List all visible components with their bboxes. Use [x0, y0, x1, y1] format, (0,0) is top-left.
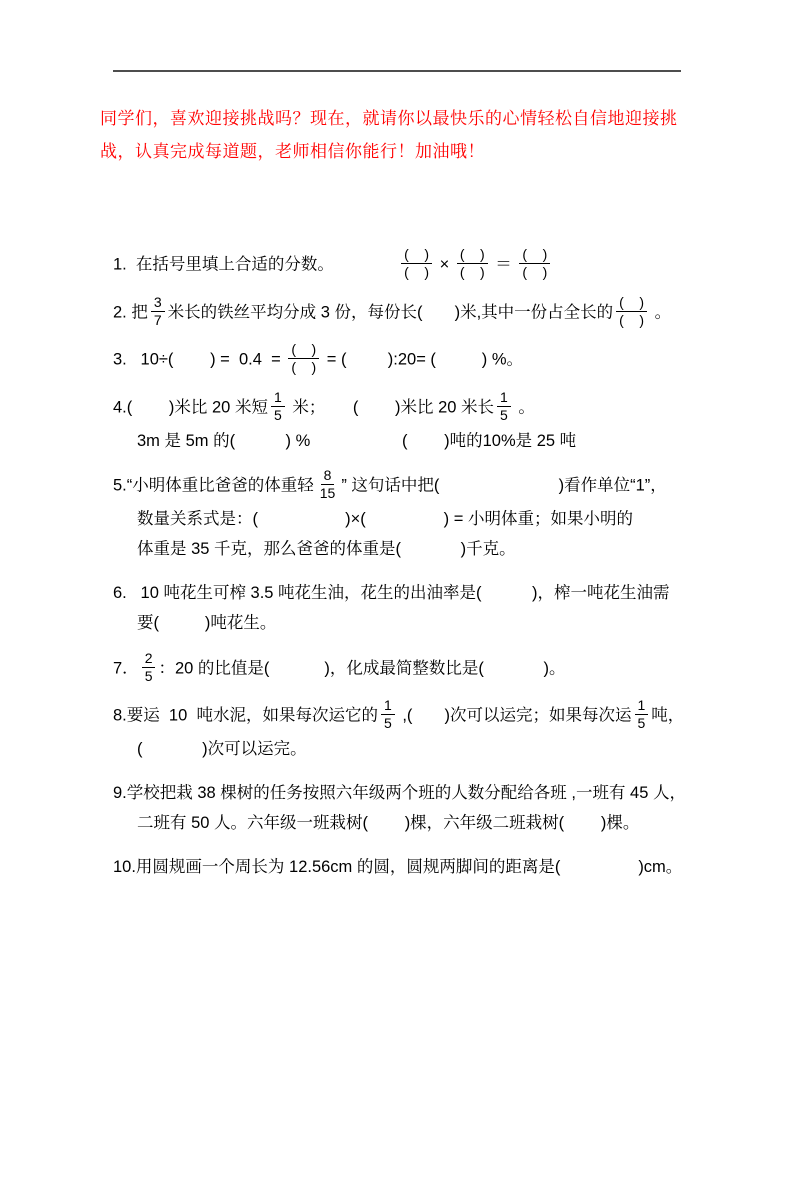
fraction [381, 697, 395, 732]
text-segment: 要( )吨花生。 [137, 614, 277, 633]
question-line [113, 852, 743, 883]
question-line [113, 391, 743, 426]
text-segment: ( )吨的10%是 25 吨 [401, 431, 577, 450]
questions [113, 248, 743, 882]
fraction-numerator: ( ) [519, 246, 550, 264]
fraction [635, 697, 649, 732]
text-segment: 米长的铁丝平均分成 3 份，每份长( )米,其中一份占全长的 [167, 303, 614, 322]
fraction-denominator: 5 [500, 406, 508, 423]
fraction-denominator: 5 [144, 667, 153, 684]
intro-text: 同学们，喜欢迎接挑战吗？现在，就请你以最快乐的心情轻松自信地迎接挑战，认真完成每道题，老师相信你能行！加油哦！ [100, 109, 678, 162]
fraction-denominator: ( ) [522, 264, 548, 281]
question-line [113, 293, 743, 331]
text-segment: 4.( )米比 20 米短 [113, 398, 268, 417]
fraction-numerator: ( ) [288, 341, 319, 359]
fraction-denominator: 5 [637, 715, 646, 732]
fraction-numerator: ( ) [616, 294, 647, 312]
question-5 [113, 469, 743, 565]
fraction [271, 389, 285, 424]
question-1 [113, 248, 743, 283]
text-segment: ( )次可以运完。 [137, 740, 307, 759]
text-segment [310, 432, 402, 450]
fraction [457, 246, 488, 281]
text-segment: 米； ( )米比 20 米长 [287, 398, 495, 417]
question-2 [113, 293, 743, 331]
fraction [151, 294, 165, 329]
text-segment: 体重是 35 千克，那么爸爸的体重是( )千克。 [137, 540, 516, 559]
text-segment: × [435, 255, 454, 274]
text-segment: = ( ):20= ( ) %。 [322, 351, 523, 370]
text-segment: 7． [113, 659, 139, 678]
question-line [113, 778, 743, 809]
fraction-numerator: 3 [151, 294, 165, 312]
text-segment: 6. 10 吨花生可榨 3.5 吨花生油，花生的出油率是( )，榨一吨花生油需 [113, 583, 670, 602]
fraction-denominator: 15 [319, 484, 336, 501]
text-segment [334, 256, 398, 274]
question-line [113, 343, 743, 378]
worksheet-page [0, 70, 793, 1192]
fraction-numerator: 2 [142, 650, 156, 668]
text-segment: 2. 把 [113, 303, 148, 322]
text-segment: 5.“小明体重比爸爸的体重轻 [113, 476, 314, 495]
text-segment: 3m 是 5m 的( ) % [137, 431, 311, 450]
text-segment: 吨， [651, 707, 685, 726]
fraction-numerator: 1 [381, 697, 395, 715]
question-3 [113, 343, 743, 378]
fraction [616, 294, 647, 329]
fraction-numerator: 1 [271, 389, 285, 407]
question-line [113, 578, 743, 609]
question-line [113, 608, 743, 639]
fraction-numerator: ( ) [401, 246, 432, 264]
question-line [113, 734, 743, 765]
text-segment: ,( )次可以运完；如果每次运 [397, 707, 632, 726]
text-segment: 8.要运 10 吨水泥，如果每次运它的 [113, 707, 378, 726]
text-segment: 。 [513, 398, 535, 417]
fraction-denominator: ( ) [291, 359, 317, 376]
question-line [113, 534, 743, 565]
fraction [142, 650, 156, 685]
fraction-numerator: ( ) [457, 246, 488, 264]
fraction-numerator: 8 [321, 467, 335, 485]
fraction-numerator: 1 [497, 389, 511, 407]
question-line [113, 808, 743, 839]
header-divider [113, 70, 681, 72]
fraction [317, 467, 339, 502]
fraction [519, 246, 550, 281]
fraction-denominator: 5 [383, 715, 392, 732]
question-line [113, 426, 743, 457]
question-9 [113, 778, 743, 839]
text-segment: 二班有 50 人。六年级一班栽树( )棵，六年级二班栽树( )棵。 [137, 814, 640, 833]
fraction-numerator: 1 [635, 697, 649, 715]
question-8 [113, 699, 743, 764]
question-6 [113, 578, 743, 639]
text-segment: 3. 10÷( ) = 0.4 = [113, 351, 286, 370]
text-segment: ＝ [490, 255, 517, 274]
text-segment: 9.学校把栽 38 棵树的任务按照六年级两个班的人数分配给各班 ,一班有 45 人， [113, 783, 686, 802]
question-line [113, 469, 743, 504]
question-7 [113, 649, 743, 687]
fraction-denominator: 7 [153, 311, 162, 328]
fraction [497, 389, 511, 424]
fraction-denominator: ( ) [459, 264, 485, 281]
text-segment: 1. 在括号里填上合适的分数。 [113, 255, 334, 274]
text-segment: 数量关系式是：( )×( ) = 小明体重；如果小明的 [137, 509, 633, 528]
question-line [113, 248, 743, 283]
fraction [401, 246, 432, 281]
text-segment: 。 [650, 303, 672, 322]
question-line [113, 649, 743, 687]
fraction-denominator: ( ) [619, 311, 645, 328]
question-10 [113, 852, 743, 883]
question-4 [113, 391, 743, 456]
fraction-denominator: 5 [273, 406, 282, 423]
fraction-denominator: ( ) [404, 264, 430, 281]
fraction [288, 341, 319, 376]
question-line [113, 504, 743, 535]
text-segment: ：20 的比值是( )，化成最简整数比是( )。 [158, 659, 566, 678]
question-line [113, 699, 743, 734]
text-segment: 10.用圆规画一个周长为 12.56cm 的圆，圆规两脚间的距离是( )cm。 [113, 857, 683, 876]
text-segment: ” 这句话中把( )看作单位“1”， [341, 476, 667, 495]
